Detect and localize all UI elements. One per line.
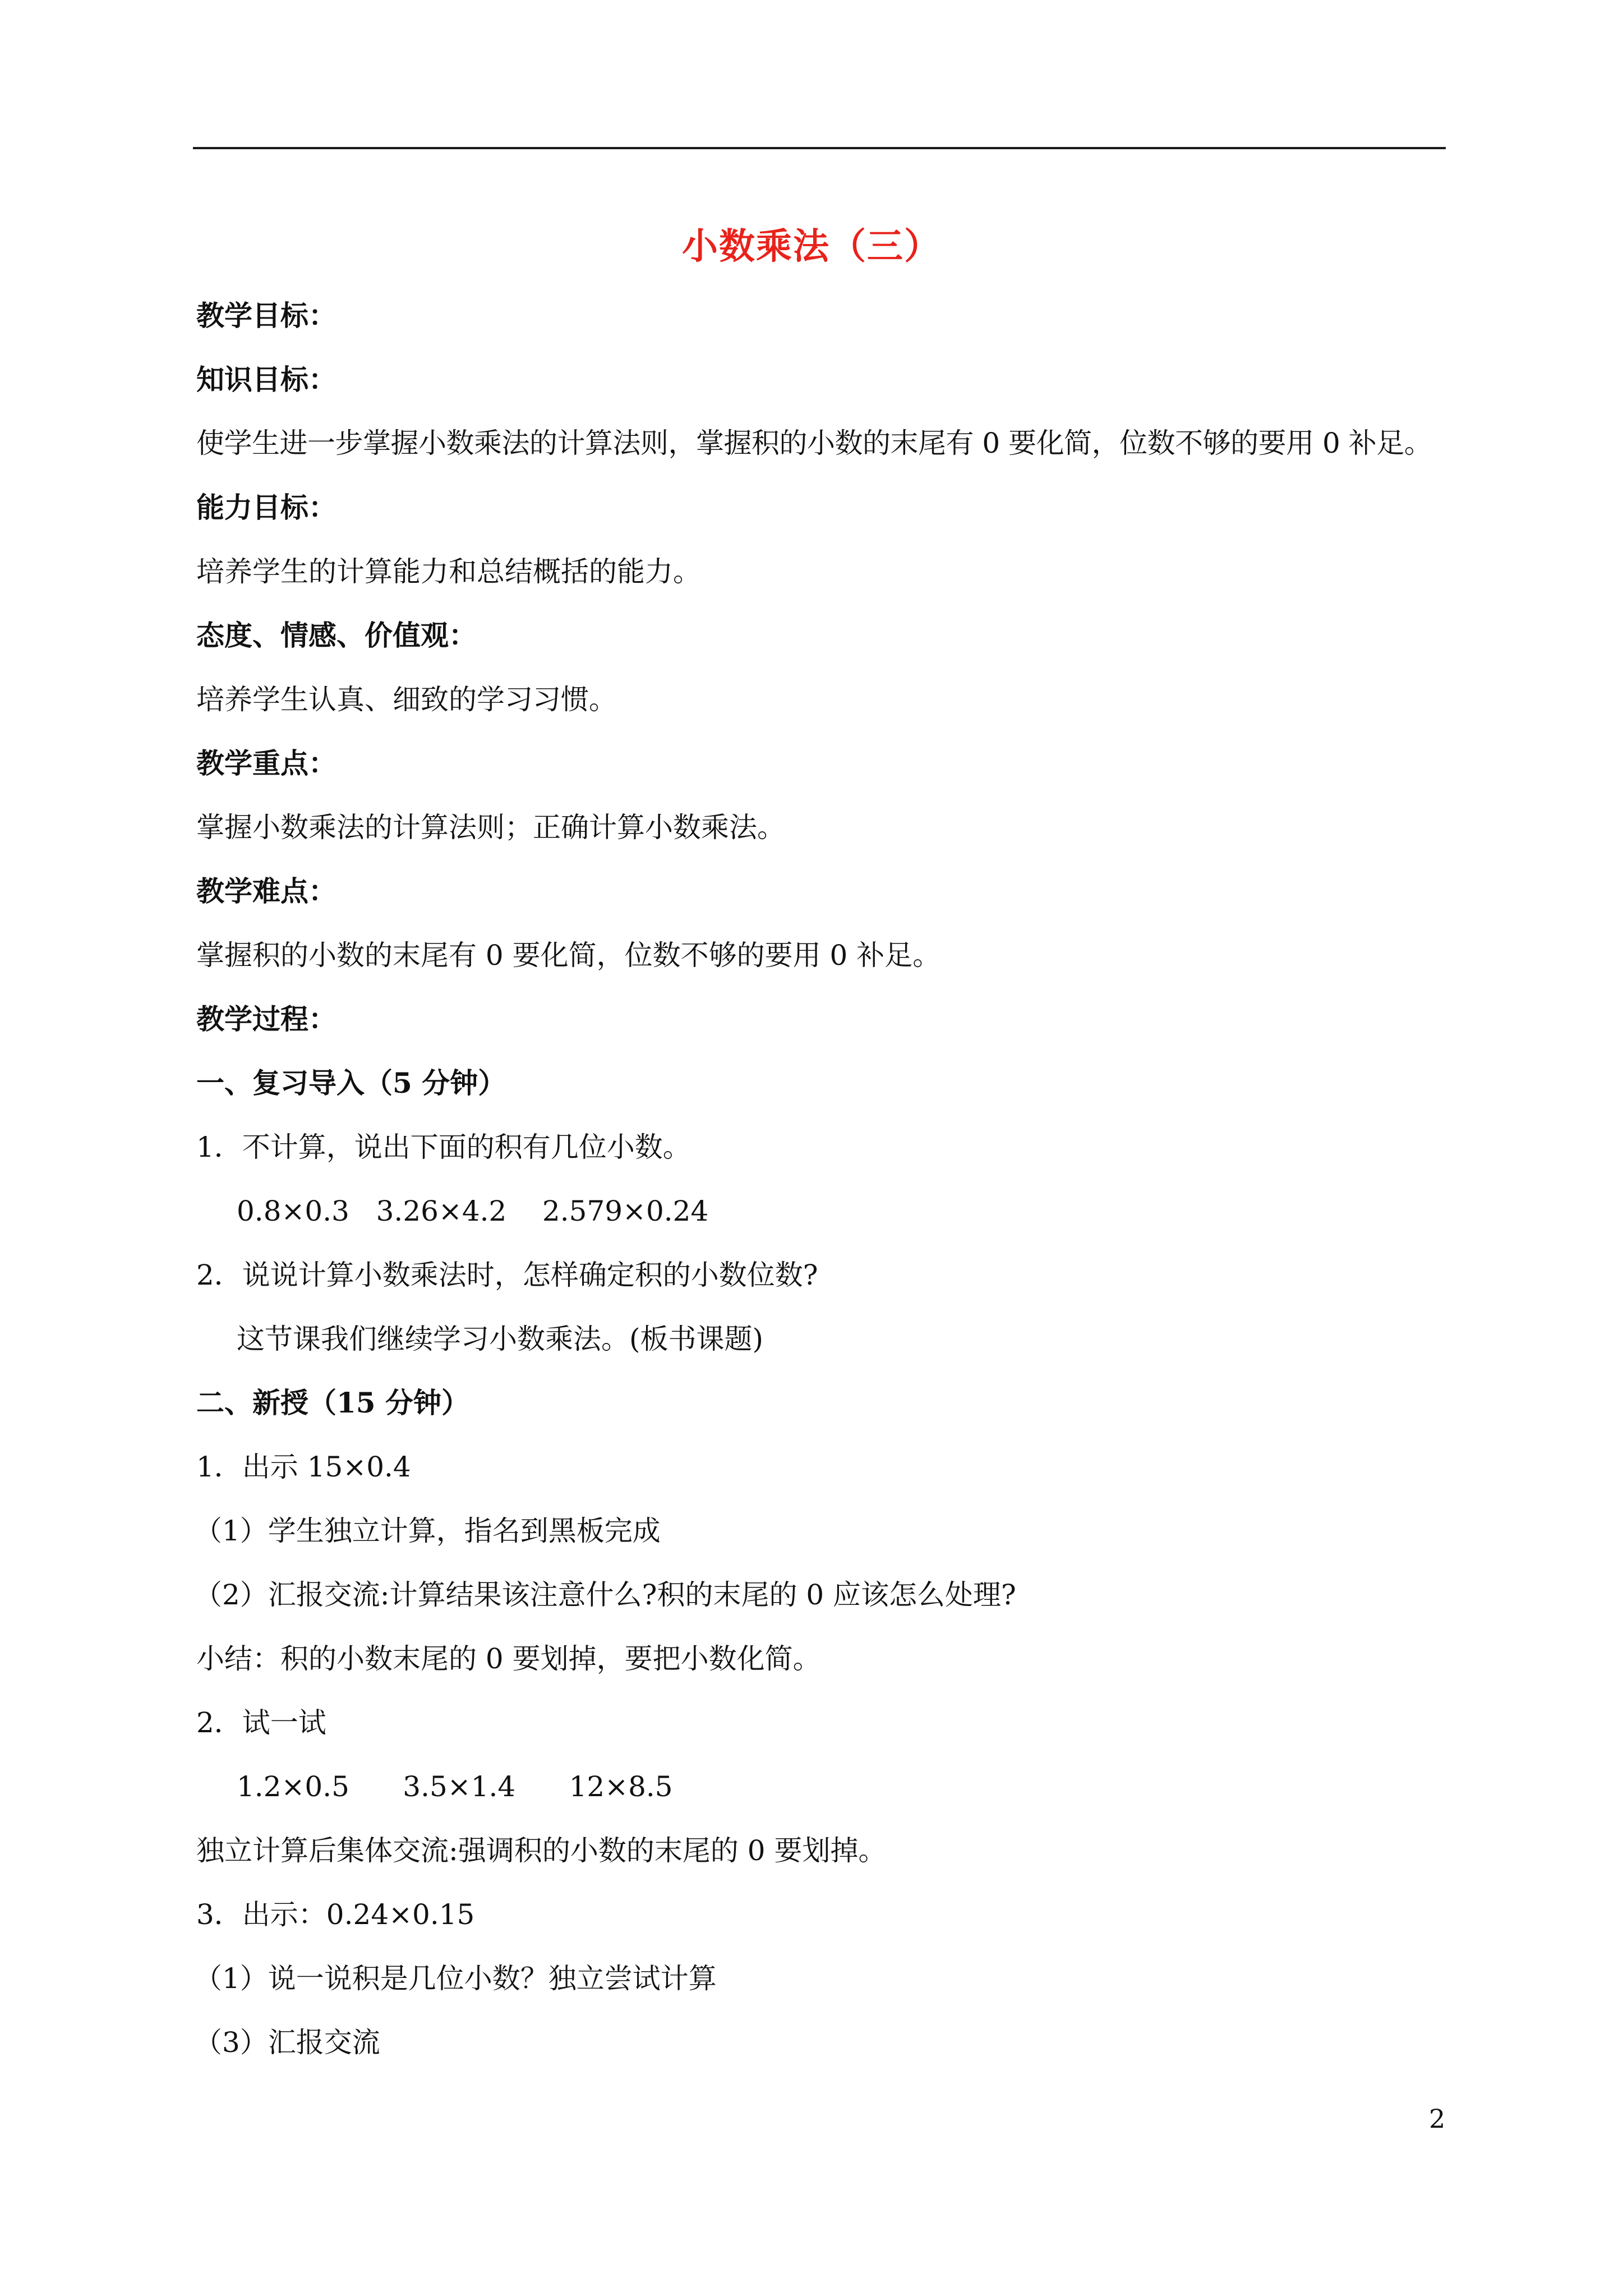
paragraph-difficulties: 掌握积的小数的末尾有 0 要化简，位数不够的要用 0 补足。 bbox=[196, 939, 941, 972]
sub-item-new-1-1: （1）学生独立计算，指名到黑板完成 bbox=[194, 1515, 661, 1547]
section-heading-new-lesson: 二、新授（15 分钟） bbox=[196, 1386, 469, 1419]
paragraph-ability-goals: 培养学生的计算能力和总结概括的能力。 bbox=[196, 555, 701, 588]
expression-line-try: 1.2×0.5 3.5×1.4 12×8.5 bbox=[237, 1770, 673, 1803]
page-number: 2 bbox=[1429, 2104, 1446, 2134]
list-item-review-1: 1．不计算，说出下面的积有几位小数。 bbox=[196, 1131, 691, 1163]
section-heading-review: 一、复习导入（5 分钟） bbox=[196, 1066, 506, 1099]
paragraph-knowledge-goals: 使学生进一步掌握小数乘法的计算法则，掌握积的小数的末尾有 0 要化简，位数不够的要用 0 补足。 bbox=[196, 427, 1432, 459]
section-heading-difficulties: 教学难点： bbox=[196, 875, 336, 908]
document-title: 小数乘法（三） bbox=[682, 226, 941, 268]
section-heading-key-points: 教学重点： bbox=[196, 747, 336, 780]
paragraph-key-points: 掌握小数乘法的计算法则；正确计算小数乘法。 bbox=[196, 811, 785, 844]
paragraph-summary: 小结：积的小数末尾的 0 要划掉，要把小数化简。 bbox=[196, 1642, 821, 1675]
header-rule bbox=[193, 147, 1446, 149]
section-heading-process: 教学过程： bbox=[196, 1002, 336, 1036]
sub-item-new-3-1: （1）说一说积是几位小数？独立尝试计算 bbox=[194, 1962, 717, 1995]
paragraph-review-intro: 这节课我们继续学习小数乘法。(板书课题) bbox=[237, 1323, 764, 1355]
section-heading-attitude: 态度、情感、价值观： bbox=[196, 619, 477, 652]
section-heading-ability-goals: 能力目标： bbox=[196, 491, 336, 524]
section-heading-knowledge-goals: 知识目标： bbox=[196, 363, 336, 396]
paragraph-group-exchange: 独立计算后集体交流:强调积的小数的末尾的 0 要划掉。 bbox=[196, 1834, 887, 1867]
list-item-new-1: 1．出示 15×0.4 bbox=[196, 1451, 411, 1483]
sub-item-new-1-2: （2）汇报交流:计算结果该注意什么?积的末尾的 0 应该怎么处理? bbox=[194, 1579, 1016, 1611]
section-heading-teaching-goals: 教学目标： bbox=[196, 299, 336, 332]
sub-item-new-3-3: （3）汇报交流 bbox=[194, 2026, 380, 2059]
list-item-review-2: 2．说说计算小数乘法时，怎样确定积的小数位数? bbox=[196, 1259, 818, 1291]
list-item-new-3: 3．出示：0.24×0.15 bbox=[196, 1898, 475, 1931]
expression-line-review: 0.8×0.3 3.26×4.2 2.579×0.24 bbox=[237, 1195, 709, 1227]
list-item-new-2: 2．试一试 bbox=[196, 1706, 326, 1739]
paragraph-attitude: 培养学生认真、细致的学习习惯。 bbox=[196, 683, 617, 716]
